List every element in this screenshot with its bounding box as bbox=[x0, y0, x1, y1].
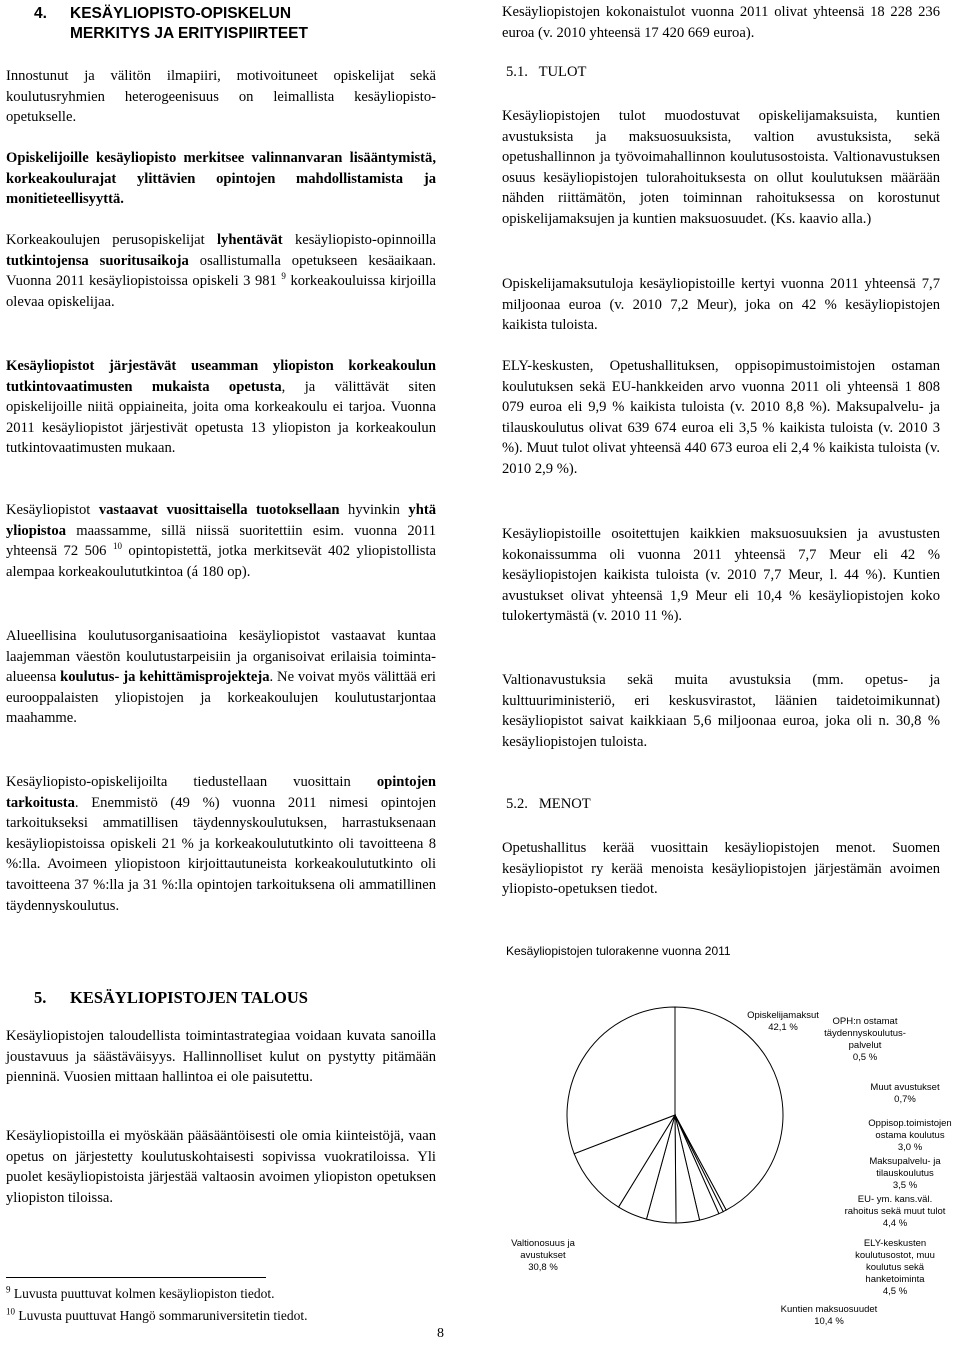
paragraph: Kesäyliopistojen tulot muodostuvat opiskelijamaksuista, kuntien avustuksista ja maksuosuuksista, valtion avustuksista, sekä opetushallinnon ja työvoimahallinnon koulutusostoista. Valtionavustuksen osuus kesäyliopistojen tulorahoituksesta on ollut koulutuksen määrään nähden riittämätön, joten toiminnan rahoituksessa on korostunut opiskelijamaksujen ja kuntien maksuosuudet. (Ks. kaavio alla.) bbox=[502, 108, 940, 227]
slice-label-line: koulutus sekä bbox=[865, 1262, 925, 1273]
text-run-bold: lyhentävät bbox=[216, 232, 283, 248]
slice-label bbox=[855, 1156, 955, 1192]
slice-label-line: 10,4 % bbox=[814, 1316, 844, 1327]
section-number: 4. bbox=[34, 5, 47, 22]
text-run: . Ne voivat myös välittää eri eurooppalaisten yliopistojen ja korkeakoulujen koulutustarjontaa maahamme. bbox=[6, 669, 436, 727]
text-run-bold: vastaavat vuosittaisella tuotoksellaan bbox=[98, 502, 340, 518]
text-run: opintopistettä, jotka merkitsevät 402 yliopistollista alempaa korkeakoulututkintoa (á 180 op). bbox=[6, 543, 436, 580]
paragraph bbox=[6, 230, 436, 312]
pie-chart bbox=[560, 1000, 790, 1230]
slice-label-line: tilauskoulutus bbox=[876, 1168, 934, 1179]
footnote-ref: 10 bbox=[112, 541, 122, 552]
text-run: Kesäyliopisto-opiskelijoilta tiedustellaan vuosittain bbox=[6, 774, 351, 790]
slice-label-line: EU- ym. kans.väl. bbox=[857, 1194, 933, 1205]
section-5-heading bbox=[34, 988, 434, 1008]
paragraph-bold: Opiskelijoille kesäyliopisto merkitsee valinnanvaran lisääntymistä, korkeakoulurajat ylittävien opintojen mahdollistamista ja monitieteellisyyttä. bbox=[6, 150, 436, 208]
footnote-mark: 10 bbox=[6, 1306, 15, 1317]
slice-label-line: avustukset bbox=[520, 1250, 566, 1261]
slice-label bbox=[830, 1194, 960, 1230]
footnote bbox=[6, 1285, 436, 1302]
slice-label-line: palvelut bbox=[848, 1040, 882, 1051]
text-run: Korkeakoulujen perusopiskelijat bbox=[6, 232, 205, 248]
footnote-mark: 9 bbox=[6, 1284, 11, 1295]
slice-label-line: 0,7% bbox=[894, 1094, 916, 1105]
slice-label-line: 4,5 % bbox=[882, 1286, 908, 1297]
slice-label-line: rahoitus sekä muut tulot bbox=[844, 1206, 946, 1217]
slice-label-line: OPH:n ostamat bbox=[832, 1016, 898, 1027]
paragraph: Innostunut ja välitön ilmapiiri, motivoituneet opiskelijat sekä koulutusryhmien heterogeenisuus on leimallista kesäyliopisto-opetukselle. bbox=[6, 68, 436, 126]
slice-label-line: Oppisop.toimistojen bbox=[868, 1118, 952, 1129]
slice-label-line: Maksupalvelu- ja bbox=[869, 1156, 941, 1167]
slice-label-line: 0,5 % bbox=[852, 1052, 878, 1063]
page-number: 8 bbox=[437, 1326, 444, 1341]
slice-label-line: Kuntien maksuosuudet bbox=[780, 1304, 878, 1315]
slice-label-line: koulutusostot, muu bbox=[855, 1250, 935, 1261]
text-run-bold: Kesäyliopistot järjestävät useamman yliopiston korkeakoulun tutkintovaatimusten mukaista opetusta bbox=[6, 358, 436, 395]
paragraph bbox=[6, 356, 436, 459]
text-run: Alueellisina koulutusorganisaatioina kesäyliopistot vastaavat kuntaa laajemman väestön koulutustarpeisiin ja organisoivat erilaisia toiminta-alueensa bbox=[6, 628, 436, 686]
text-run: korkeakouluissa kirjoilla olevaa opiskelijaa. bbox=[6, 273, 436, 310]
footnote-divider bbox=[6, 1277, 266, 1278]
chart-title: Kesäyliopistojen tulorakenne vuonna 2011 bbox=[506, 944, 731, 958]
text-run: hyvinkin bbox=[348, 502, 400, 518]
paragraph: ELY-keskusten, Opetushallituksen, oppisopimustoimistojen ostaman koulutuksen sekä EU-hankkeiden arvo vuonna 2011 oli yhteensä 1 808 079 euroa eli 9,9 % kaikista tuloista (v. 2010 8,8 %). Maksupalvelu- ja tilauskoulutus olivat 639 674 euroa eli 3,5 % kaikista tuloista (v. 2010 3 %). Muut tulot olivat yhteensä 440 673 euroa eli 2,4 % kaikista tuloista (v. 2010 2,9 %). bbox=[502, 358, 940, 477]
paragraph: Kesäyliopistojen kokonaistulot vuonna 2011 olivat yhteensä 18 228 236 euroa (v. 2010 yhteensä 17 420 669 euroa). bbox=[502, 4, 940, 41]
paragraph: Valtionavustuksia sekä muita avustuksia (mm. opetus- ja kulttuuriministeriö, eri keskusvirastot, läänien taidetoimikunnat) kesäyliopistot saivat kaikkiaan 5,6 miljoonaa euroa, joka oli n. 30,8 % kesäyliopistojen tuloista. bbox=[502, 672, 940, 750]
text-run-bold: tutkintojensa suoritusaikoja bbox=[6, 252, 189, 269]
section-number: 5. bbox=[34, 988, 47, 1007]
slice-label-line: Valtionosuus ja bbox=[511, 1238, 575, 1249]
slice-label bbox=[855, 1118, 960, 1154]
paragraph bbox=[6, 500, 436, 582]
paragraph: Kesäyliopistoilla ei myöskään pääsääntöisesti ole omia kiinteistöjä, vaan opetus on järjestetty koulutuskohtaisesti sopivissa vuokratiloissa. Yli puolet kesäyliopistoista järjestää valtaosin avoimen yliopiston opetuksen yliopiston tiloissa. bbox=[6, 1128, 436, 1206]
slice-label bbox=[810, 1016, 920, 1064]
slice-label-line: 4,4 % bbox=[882, 1218, 908, 1229]
text-run-bold: yhtä yliopistoa bbox=[6, 502, 436, 539]
paragraph bbox=[6, 772, 436, 916]
footnote-text: Luvusta puuttuvat kolmen kesäyliopiston tiedot. bbox=[13, 1286, 275, 1301]
slice-label-line: 3,0 % bbox=[897, 1142, 923, 1153]
paragraph: Opiskelijamaksutuloja kesäyliopistoille kertyi vuonna 2011 yhteensä 7,7 miljoonaa euroa (v. 2010 7,2 Meur), joka on 42 % kesäyliopistojen kaikista tuloista. bbox=[502, 276, 940, 334]
paragraph: Kesäyliopistojen taloudellista toimintastrategiaa voidaan kuvata sanoilla joustavuus ja säästäväisyys. Hallinnolliset kulut on pystytty pitämään pienninä. Vuosien mittaan hallintoa ei ole paisutettu. bbox=[6, 1028, 436, 1086]
footnote bbox=[6, 1307, 436, 1324]
text-run: maassamme, sillä niissä suoritettiin esim. vuonna 2011 yhteensä 72 506 bbox=[6, 522, 436, 560]
text-run: . Enemmistö (49 %) vuonna 2011 nimesi opintojen tarkoitukseksi ammatillisen täydennyskoulutuksen, harrastuksenaan kesäyliopistoissa opiskeli 21 % ja korkeakoulututkinto oli tavoitteena 8 %:lla. Avoimeen yliopistoon kirjoittautuneista korkeakoulututkinto oli tavoitteena 37 %:lla ja 31 %:lla opintojen tarkoituksena oli ammatillinen täydennyskoulutus. bbox=[6, 794, 436, 914]
slice-label-line: 42,1 % bbox=[768, 1022, 798, 1033]
slice-label-line: 3,5 % bbox=[892, 1180, 918, 1191]
slice-label bbox=[498, 1238, 588, 1274]
section-title-line1: KESÄYLIOPISTO-OPISKELUN bbox=[70, 5, 292, 22]
slice-label bbox=[855, 1082, 955, 1106]
slice-label-line: hanketoiminta bbox=[865, 1274, 925, 1285]
section-title: KESÄYLIOPISTOJEN TALOUS bbox=[70, 988, 308, 1007]
slice-label-line: Opiskelijamaksut bbox=[747, 1010, 819, 1021]
slice-label-line: Muut avustukset bbox=[870, 1082, 940, 1093]
text-run: kesäyliopisto-opinnoilla bbox=[294, 232, 436, 248]
paragraph bbox=[6, 626, 436, 729]
footnote-text: Luvusta puuttuvat Hangö sommaruniversitetin tiedot. bbox=[18, 1308, 308, 1323]
paragraph: Opetushallitus kerää vuosittain kesäyliopistojen menot. Suomen kesäyliopistot ry kerää menoista kesäyliopistojen järjestämän avoimen yliopisto-opetuksen tiedot. bbox=[502, 840, 940, 898]
footnote-ref: 9 bbox=[281, 271, 286, 282]
subsection-heading: 5.2. MENOT bbox=[506, 796, 591, 812]
subsection-heading: 5.1. TULOT bbox=[506, 64, 587, 80]
slice-label-line: ELY-keskusten bbox=[863, 1238, 927, 1249]
section-title-line2: MERKITYS JA ERITYISPIIRTEET bbox=[70, 25, 308, 42]
slice-label-line: täydennyskoulutus- bbox=[824, 1028, 906, 1039]
slice-label-line: 30,8 % bbox=[528, 1262, 558, 1273]
text-run: osallistumalla opetukseen kesäaikaan. Vuonna 2011 kesäyliopistoissa opiskeli 3 981 bbox=[6, 252, 437, 290]
text-run-bold: koulutus- ja kehittämisprojekteja bbox=[60, 669, 270, 686]
slice-label-line: ostama koulutus bbox=[875, 1130, 945, 1141]
paragraph: Kesäyliopistoille osoitettujen kaikkien maksuosuuksien ja avustusten kokonaissumma oli vuonna 2011 yhteensä 7,7 Meur eli 42 % kesäyliopistojen kaikista tuloista (v. 2010 7,7 Meur, l. 44 %). Kuntien avustukset olivat yhteensä 1,9 Meur eli 10,4 % kesäyliopistojen koko tulokertymästä (v. 2010 11 %). bbox=[502, 526, 940, 625]
section-4-heading bbox=[34, 4, 454, 42]
text-run: , ja välittävät siten opiskelijoille niitä oppiaineita, joita oma korkeakoulu ei tarjoa. Vuonna 2011 kesäyliopistot järjestivät opetusta 13 yliopiston ja korkeakoulun tutkintovaatimusten mukaan. bbox=[6, 378, 436, 457]
text-run-bold: opintojen tarkoitusta bbox=[6, 774, 437, 811]
text-run: Kesäyliopistot bbox=[6, 502, 91, 518]
slice-label bbox=[764, 1304, 894, 1328]
slice-label bbox=[840, 1238, 950, 1298]
